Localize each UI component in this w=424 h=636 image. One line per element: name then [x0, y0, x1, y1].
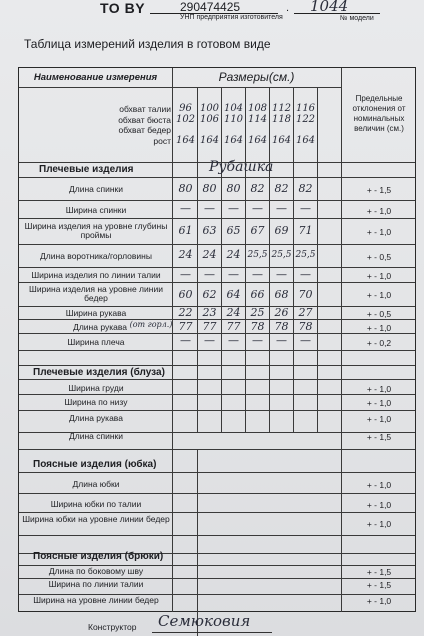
- row-value: —: [252, 268, 263, 281]
- row-value: 24: [178, 248, 193, 261]
- row-value: 80: [178, 182, 193, 195]
- size-value: 112: [271, 103, 292, 114]
- size-value: 164: [223, 135, 244, 146]
- size-value: 164: [295, 135, 316, 146]
- section-skirt: Поясные изделия (юбка): [33, 459, 157, 470]
- row-value: —: [204, 202, 215, 215]
- row-tolerance: + - 1,0: [366, 271, 392, 281]
- row-tolerance: + - 1,0: [366, 384, 392, 394]
- row-value: 65: [226, 224, 241, 237]
- row-value: 25: [250, 306, 265, 319]
- row-tolerance: + - 1,5: [366, 567, 392, 577]
- size-value: 110: [223, 114, 244, 125]
- row-value: —: [228, 268, 239, 281]
- row-label-note: (от горл.): [129, 320, 173, 329]
- size-value: 118: [271, 114, 292, 125]
- size-value: 114: [247, 114, 268, 125]
- size-value: 164: [271, 135, 292, 146]
- row-label: Длина воротника/горловины: [40, 251, 152, 261]
- row-value: —: [300, 202, 311, 215]
- row-value: 23: [202, 306, 217, 319]
- size-value: 106: [199, 114, 220, 125]
- row-tolerance: + - 0,2: [366, 338, 392, 348]
- row-value: —: [180, 268, 191, 281]
- row-value: 27: [298, 306, 313, 319]
- row-value: —: [252, 334, 263, 347]
- row-value: 77: [178, 320, 193, 333]
- row-tolerance: + - 1,0: [366, 414, 392, 424]
- row-tolerance: + - 1,0: [366, 323, 392, 333]
- row-tolerance: + - 1,5: [366, 580, 392, 590]
- row-value: —: [276, 334, 287, 347]
- size-value: 122: [295, 114, 316, 125]
- size-value: 164: [199, 135, 220, 146]
- row-tolerance: + - 0,5: [366, 309, 392, 319]
- size-value: 108: [247, 103, 268, 114]
- model-caption: № модели: [340, 15, 374, 22]
- row-tolerance: + - 0,5: [366, 252, 392, 262]
- girth-label: рост: [153, 135, 171, 146]
- row-tolerance: + - 1,0: [366, 398, 392, 408]
- size-value: 116: [295, 103, 316, 114]
- size-value: 96: [179, 103, 192, 114]
- row-label: Ширина по низу: [64, 397, 128, 407]
- row-value: 80: [226, 182, 241, 195]
- row-value: 61: [178, 224, 193, 237]
- row-value: —: [276, 202, 287, 215]
- row-label: Длина юбки: [72, 479, 120, 489]
- row-label: Длина спинки: [68, 431, 123, 441]
- row-label: Ширина юбки на уровне линии бедер: [22, 514, 170, 524]
- row-value: 78: [274, 320, 289, 333]
- row-value: —: [252, 202, 263, 215]
- row-value: —: [300, 268, 311, 281]
- row-value: —: [228, 334, 239, 347]
- size-value: 104: [223, 103, 244, 114]
- row-label: Ширина спинки: [65, 205, 127, 215]
- section-shoulder: Плечевые изделия: [39, 164, 134, 175]
- signature-line: [152, 632, 272, 633]
- row-tolerance: + - 1,0: [366, 519, 392, 529]
- row-value: 25,5: [247, 250, 268, 260]
- row-value: 82: [298, 182, 313, 195]
- row-value: 24: [226, 306, 241, 319]
- measurement-table: [18, 67, 416, 612]
- row-tolerance: + - 1,0: [366, 500, 392, 510]
- size-value: 102: [175, 114, 196, 125]
- row-tolerance: + - 1,0: [366, 206, 392, 216]
- unp-caption: УНП предприятия изготовителя: [180, 14, 283, 21]
- row-label: Ширина изделия по линии талии: [31, 270, 161, 280]
- row-value: —: [180, 202, 191, 215]
- girth-label: обхват талии: [119, 104, 171, 114]
- row-label: Ширина изделия на уровне глубины проймы: [24, 221, 168, 240]
- row-value: 78: [298, 320, 313, 333]
- girth-label: обхват бедер: [118, 125, 171, 135]
- row-value: 70: [298, 288, 313, 301]
- row-label: Ширина изделия на уровне линии бедер: [29, 284, 163, 303]
- row-value: —: [276, 268, 287, 281]
- document-title: Таблица измерений изделия в готовом виде: [24, 37, 271, 51]
- row-value: 82: [274, 182, 289, 195]
- row-label: Ширина груди: [68, 383, 124, 393]
- row-value: 66: [250, 288, 265, 301]
- unp-number: 290474425: [180, 0, 241, 14]
- row-tolerance: + - 1,0: [366, 290, 392, 300]
- row-label: Ширина плеча: [67, 337, 125, 347]
- model-number: 1044: [310, 0, 349, 15]
- row-value: 69: [274, 224, 289, 237]
- row-label: Ширина по линии талии: [48, 579, 144, 589]
- row-tolerance: + - 1,0: [366, 480, 392, 490]
- row-tolerance: + - 1,0: [366, 596, 392, 606]
- girth-labels: [67, 104, 171, 146]
- row-value: 67: [250, 224, 265, 237]
- row-tolerance: + - 1,5: [366, 432, 392, 442]
- size-value: 164: [175, 135, 196, 146]
- row-value: —: [180, 334, 191, 347]
- row-value: 22: [178, 306, 193, 319]
- row-label: Ширина рукава: [65, 308, 127, 318]
- shirt-note: Рубашка: [209, 159, 274, 175]
- row-value: —: [228, 202, 239, 215]
- size-value: 100: [199, 103, 220, 114]
- to-by-label: TO BY: [100, 0, 146, 16]
- row-value: 71: [298, 224, 313, 237]
- constructor-label: Конструктор: [88, 622, 137, 632]
- row-value: 63: [202, 224, 217, 237]
- row-value: 25,5: [271, 250, 292, 260]
- section-blouse: Плечевые изделия (блуза): [33, 367, 165, 378]
- col-sizes-header: Размеры(см.): [218, 70, 295, 84]
- row-label: Длина рукава: [73, 322, 127, 332]
- row-value: 82: [250, 182, 265, 195]
- row-tolerance: + - 1,5: [366, 185, 392, 195]
- col-name-header: Наименование измерения: [33, 72, 158, 83]
- constructor-signature: Семюковия: [158, 612, 251, 630]
- row-value: 24: [226, 248, 241, 261]
- girth-label: обхват бюста: [118, 114, 171, 125]
- row-value: 80: [202, 182, 217, 195]
- row-label: Длина спинки: [68, 184, 123, 194]
- row-tolerance: + - 1,0: [366, 227, 392, 237]
- size-value: 164: [247, 135, 268, 146]
- header-separator: .: [286, 2, 290, 14]
- row-label: Ширина на уровне линии бедер: [33, 595, 159, 605]
- row-value: —: [204, 268, 215, 281]
- row-value: 24: [202, 248, 217, 261]
- row-value: 60: [178, 288, 193, 301]
- row-value: 77: [226, 320, 241, 333]
- row-value: 77: [202, 320, 217, 333]
- row-value: 78: [250, 320, 265, 333]
- row-value: —: [204, 334, 215, 347]
- col-tolerance-header: Предельные отклонения от номинальных величин (см.): [352, 94, 406, 133]
- row-label: Длина рукава: [69, 413, 123, 423]
- row-value: —: [300, 334, 311, 347]
- row-value: 25,5: [295, 250, 316, 260]
- row-value: 64: [226, 288, 241, 301]
- row-value: 68: [274, 288, 289, 301]
- section-trousers: Поясные изделия (брюки): [33, 551, 164, 562]
- row-value: 62: [202, 288, 217, 301]
- row-label: Длина по боковому шву: [48, 566, 144, 576]
- row-value: 26: [274, 306, 289, 319]
- row-label: Ширина юбки по талии: [50, 499, 142, 509]
